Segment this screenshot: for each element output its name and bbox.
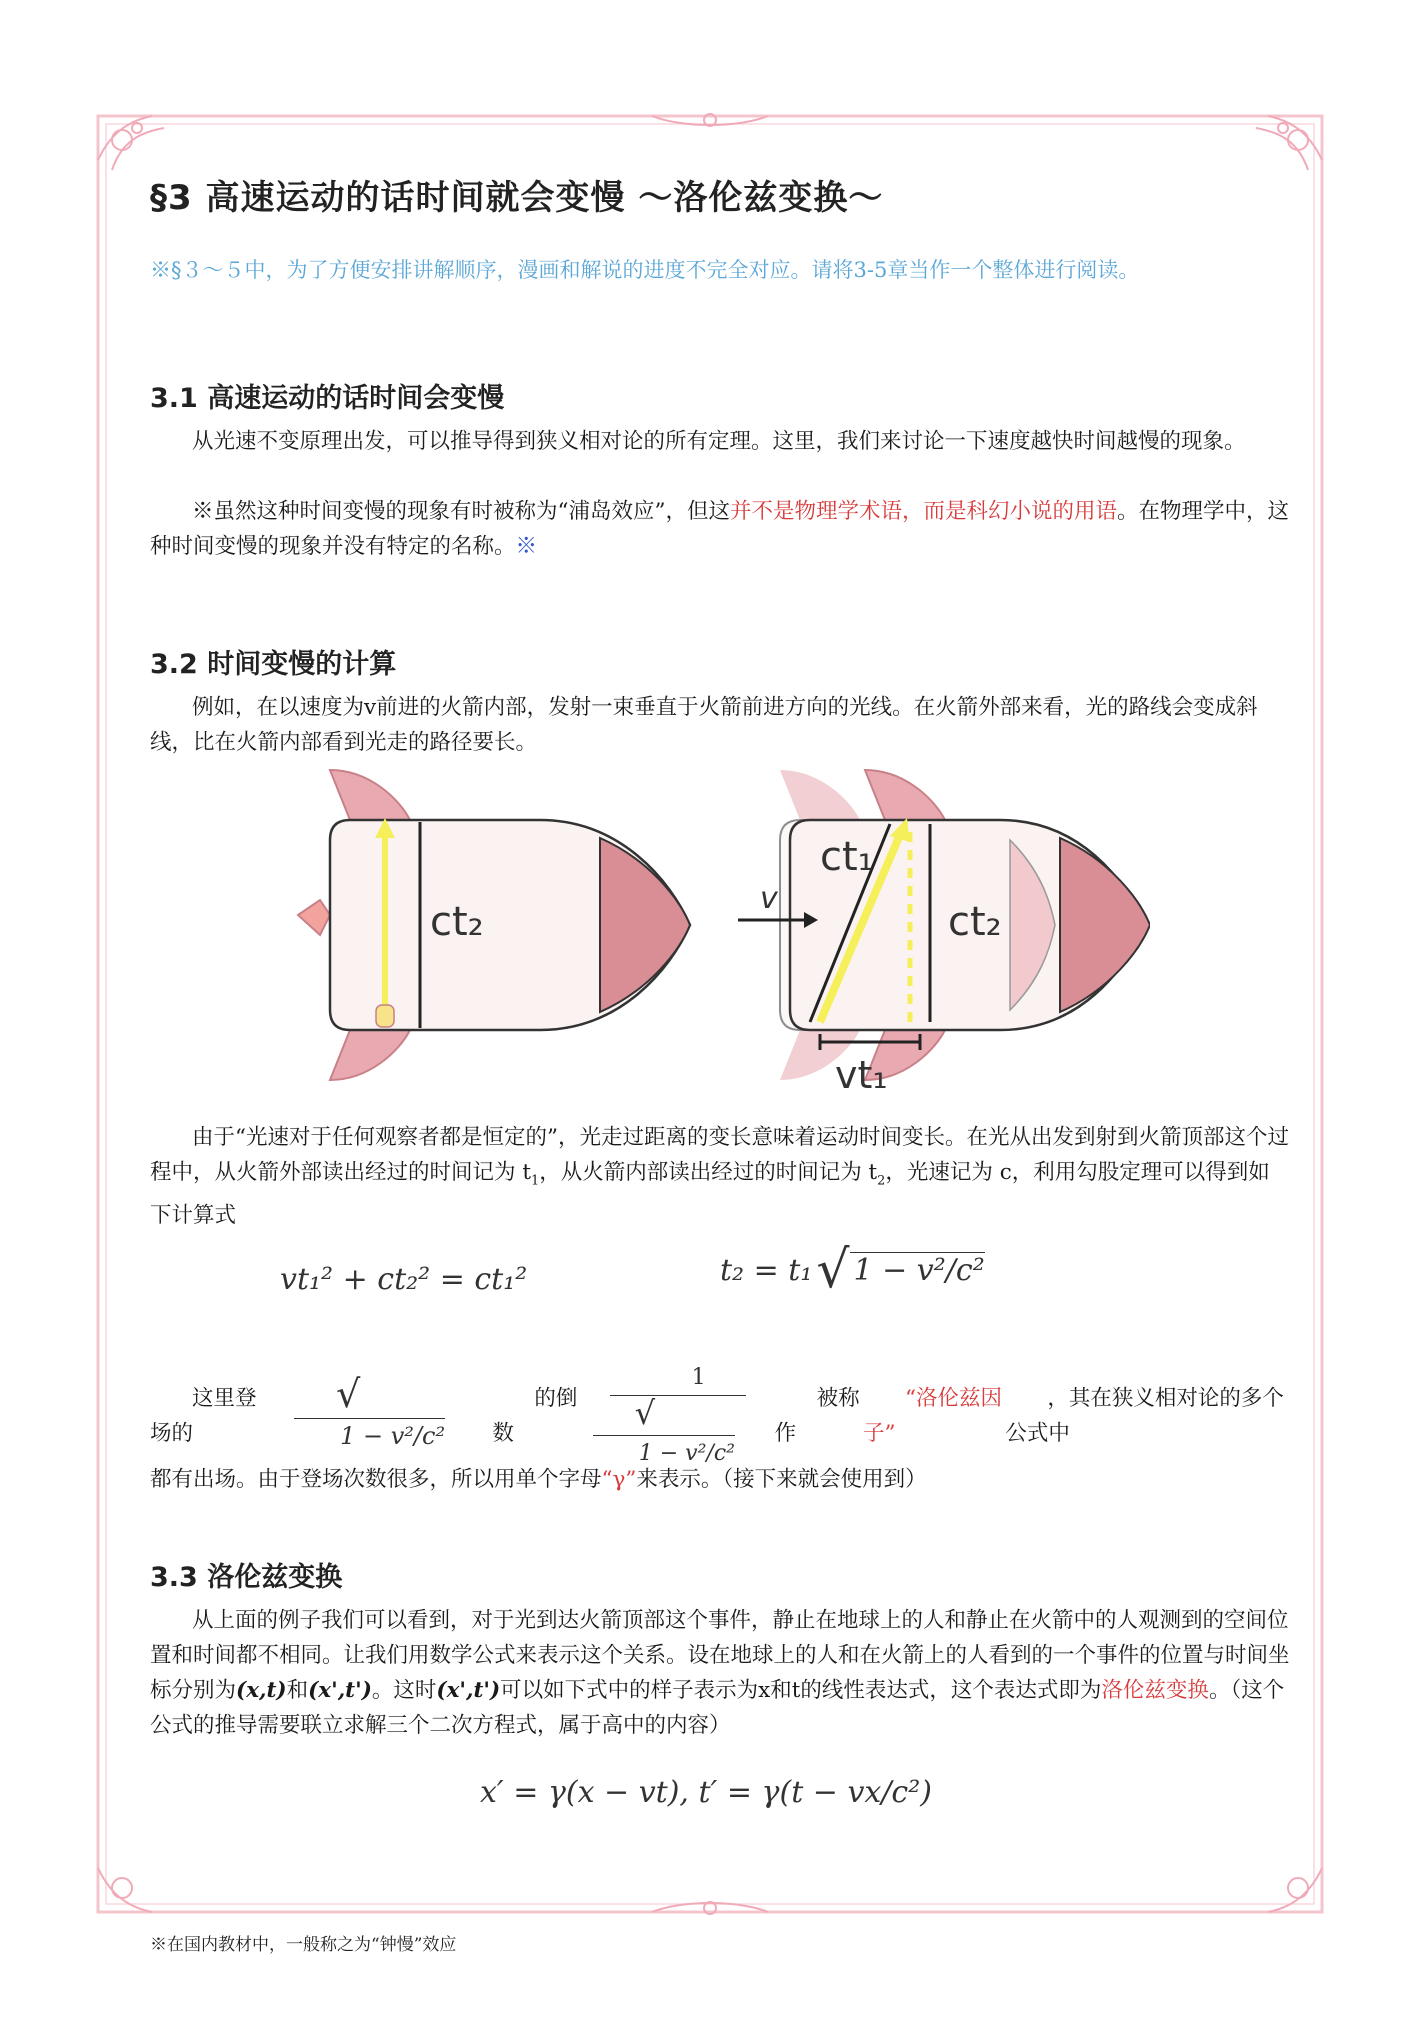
equation-time-dilation-root: 1 − v²/c² bbox=[850, 1252, 985, 1288]
rocket-left-flame bbox=[298, 900, 330, 935]
sec2-paragraph-1: 例如，在以速度为v前进的火箭内部，发射一束垂直于火箭前进方向的光线。在火箭外部来看，光的路线会变成斜线，比在火箭内部看到光走的路径要长。 bbox=[150, 695, 1258, 755]
sec3-p1-text-d: 。（这个公式的推导需要联立求解三个二次方程式，属于高中的内容） bbox=[150, 1678, 1285, 1738]
rocket-left-top-fin bbox=[330, 770, 410, 820]
rocket-left-bottom-fin bbox=[330, 1030, 410, 1080]
rocket-right-top-fin bbox=[865, 770, 945, 820]
inline-root-content: 1 − v²/c² bbox=[294, 1418, 445, 1454]
gamma-highlight: “γ” bbox=[601, 1467, 637, 1492]
sec3-paragraph-1 bbox=[150, 1603, 1290, 1743]
lorentz-factor-highlight: “洛伦兹因子” bbox=[862, 1385, 1002, 1446]
coords-rocket-2: (x',t') bbox=[436, 1678, 501, 1703]
inline-reciprocal-expression: 1 √1 − v²/c² bbox=[593, 1360, 763, 1471]
section-heading-3-3: 3.3 洛伦兹变换 bbox=[150, 1562, 343, 1593]
inline-root-expression: √1 − v²/c² bbox=[294, 1377, 474, 1454]
sec2-p4-text-a: 都有出场。由于登场次数很多，所以用单个字母 bbox=[150, 1467, 602, 1492]
rocket-left bbox=[298, 770, 690, 1080]
section-heading-3-1: 3.1 高速运动的话时间会变慢 bbox=[150, 383, 505, 414]
footnote: ※在国内教材中，一般称之为“钟慢”效应 bbox=[150, 1935, 457, 1955]
sec3-p1-text-b: 。这时 bbox=[371, 1678, 437, 1703]
label-ct1: ct₁ bbox=[820, 834, 874, 880]
label-v: v bbox=[760, 881, 778, 916]
sec2-p3-text-d: ，其在狭义相对论的多个公式中 bbox=[1005, 1385, 1284, 1446]
sec1-paragraph-2 bbox=[150, 494, 1290, 564]
sec1-p2-text-b: 。在物理学中，这种时间变慢的现象并没有特定的名称。 bbox=[150, 499, 1290, 559]
sec2-p2-text-b: ，从火箭内部读出经过的时间记为 t bbox=[539, 1160, 878, 1185]
footnote-mark[interactable]: ※ bbox=[515, 534, 538, 559]
subscript-1: 1 bbox=[530, 1173, 540, 1189]
sec2-p4-text-b: 来表示。（接下来就会使用到） bbox=[636, 1467, 927, 1492]
sec2-paragraph-3 bbox=[150, 1360, 1290, 1471]
sec3-p1-text-c: 可以如下式中的样子表示为x和t的线性表达式，这个表达式即为 bbox=[500, 1678, 1102, 1703]
equation-time-dilation bbox=[720, 1240, 985, 1300]
label-ct2-left: ct₂ bbox=[430, 899, 484, 945]
subscript-2: 2 bbox=[877, 1173, 886, 1189]
sec2-p2-text-a: 由于“光速对于任何观察者都是恒定的”，光走过距离的变长意味着运动时间变长。在光从出发到射到火箭顶部这个过程中，从火箭外部读出经过的时间记为 t bbox=[150, 1125, 1289, 1185]
label-vt1: vt₁ bbox=[835, 1053, 888, 1097]
sec2-paragraph-2 bbox=[150, 1120, 1290, 1233]
rocket-figure bbox=[290, 760, 1150, 1100]
reading-notice: ※§３～５中，为了方便安排讲解顺序，漫画和解说的进度不完全对应。请将3-5章当作一个整体进行阅读。 bbox=[150, 258, 1140, 282]
sec1-paragraph-1: 从光速不变原理出发，可以推导得到狭义相对论的所有定理。这里，我们来讨论一下速度越快时间越慢的现象。 bbox=[192, 429, 1246, 454]
sec2-paragraph-4 bbox=[150, 1462, 1290, 1497]
sec2-p3-text-c: 被称作 bbox=[774, 1385, 860, 1446]
sec2-p2-text-c: ，光速记为 c，利用勾股定理可以得到如下计算式 bbox=[150, 1160, 1270, 1229]
coords-rocket: (x',t') bbox=[308, 1678, 372, 1703]
equation-time-dilation-lhs: t₂ = t₁ bbox=[720, 1252, 813, 1288]
section-heading-3-2: 3.2 时间变慢的计算 bbox=[150, 649, 397, 680]
inline-reciprocal-root: 1 − v²/c² bbox=[593, 1435, 735, 1471]
light-source-left bbox=[376, 1005, 394, 1027]
lorentz-transform-highlight: 洛伦兹变换 bbox=[1101, 1678, 1209, 1703]
label-ct2-right: ct₂ bbox=[948, 899, 1002, 945]
equation-lorentz-transform: x′ = γ(x − vt), t′ = γ(t − vx/c²) bbox=[480, 1775, 932, 1810]
sec1-p2-text-a: ※虽然这种时间变慢的现象有时被称为“浦岛效应”，但这 bbox=[192, 499, 730, 524]
sec2-p3-text-b: 的倒数 bbox=[492, 1385, 578, 1446]
sqrt-symbol: √ bbox=[816, 1240, 850, 1300]
sec3-p1-text-a: 从上面的例子我们可以看到，对于光到达火箭顶部这个事件，静止在地球上的人和静止在火箭中的人观测到的空间位置和时间都不相同。让我们用数学公式来表示这个关系。设在地球上的人和在火箭上的人看到的一个事件的位置与时间坐标分别为 bbox=[150, 1608, 1290, 1703]
sec1-p2-highlight: 并不是物理学术语，而是科幻小说的用语 bbox=[730, 499, 1118, 524]
page-title: §3 高速运动的话时间就会变慢 ～洛伦兹变换～ bbox=[150, 178, 884, 218]
sec3-p1-and: 和 bbox=[286, 1678, 309, 1703]
sec2-p3-text-a: 这里登场的 bbox=[150, 1385, 257, 1446]
equation-pythagoras: vt₁² + ct₂² = ct₁² bbox=[280, 1262, 528, 1297]
coords-earth: (x,t) bbox=[236, 1678, 287, 1703]
